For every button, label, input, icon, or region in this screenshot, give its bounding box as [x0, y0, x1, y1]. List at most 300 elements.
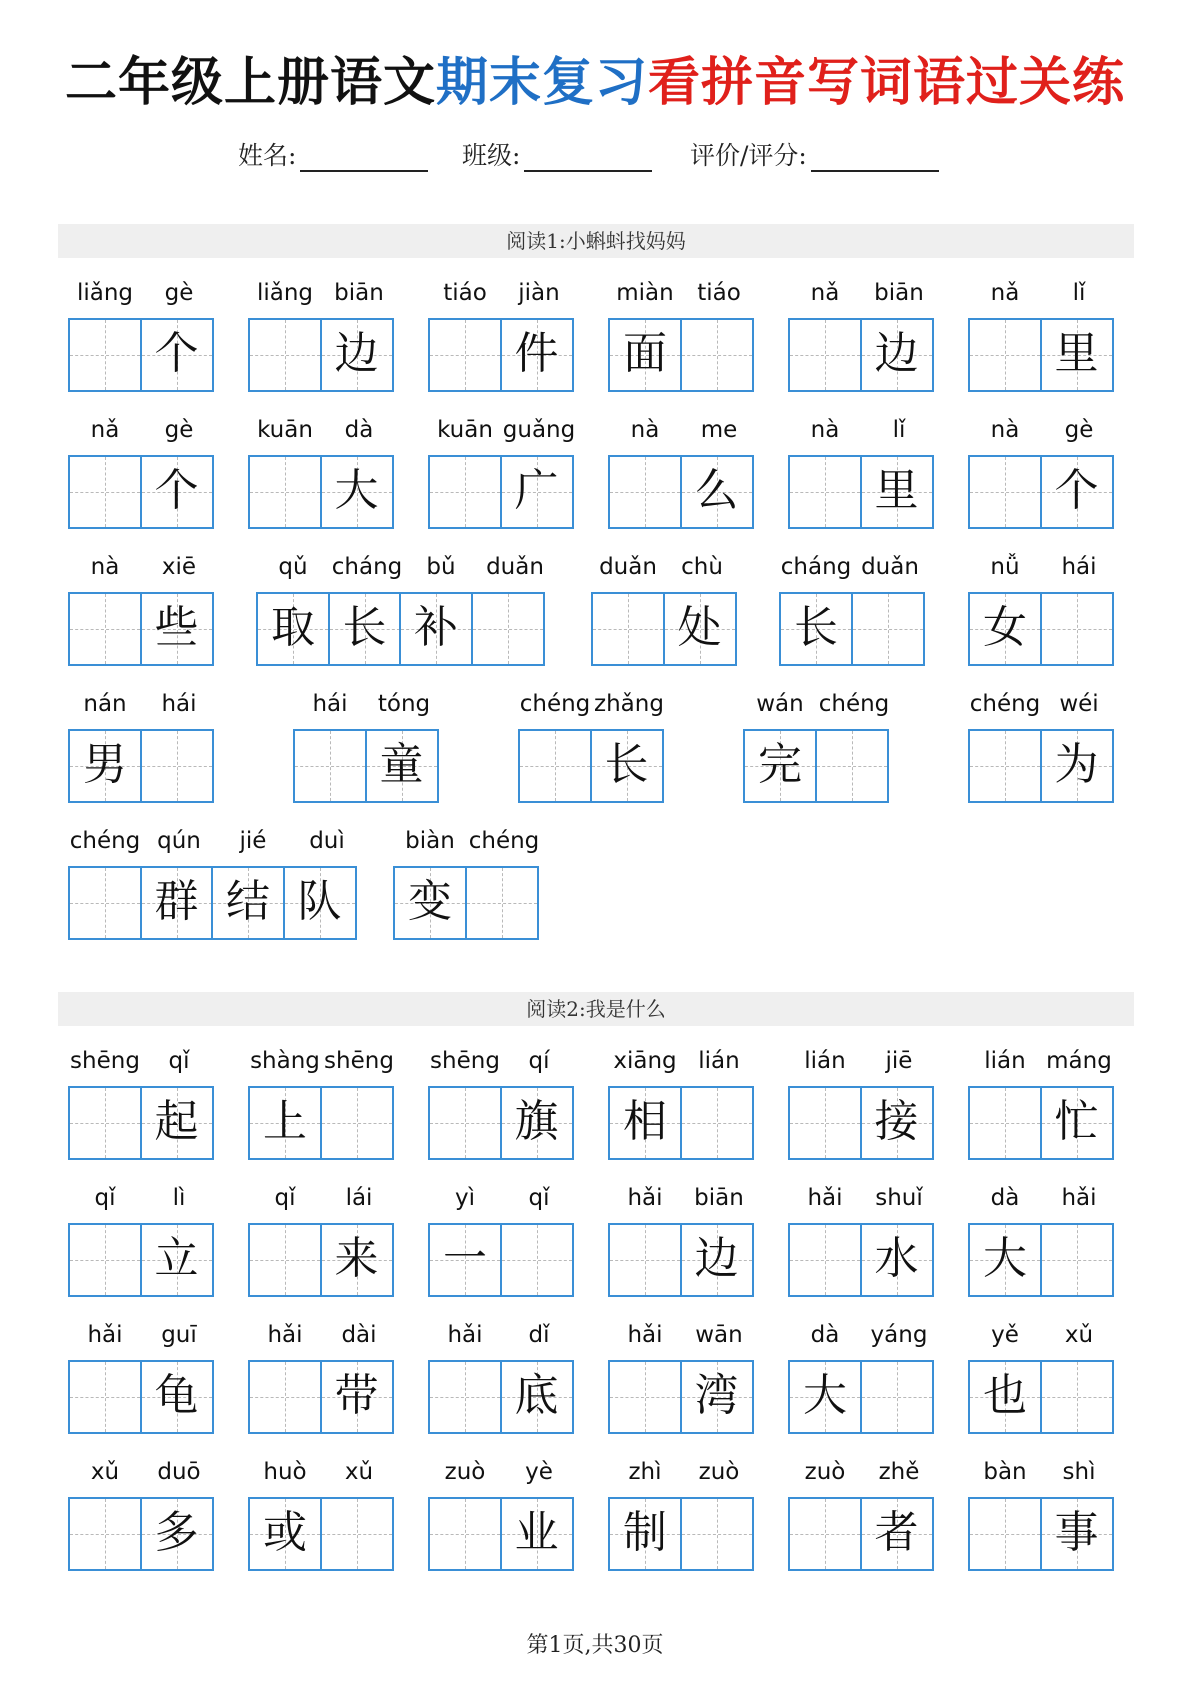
pinyin-label: yáng	[870, 1322, 928, 1348]
character-cell-filled	[140, 1086, 214, 1160]
pinyin-label: nǎ	[810, 280, 840, 306]
pinyin-label: chéng	[818, 691, 890, 717]
hanzi-character	[295, 731, 365, 801]
character-cell-blank[interactable]	[788, 1497, 862, 1571]
hanzi-character: 旗	[514, 1096, 559, 1147]
character-cell-filled	[68, 729, 142, 803]
hanzi-character: 女	[983, 602, 1027, 653]
character-cell-blank[interactable]	[680, 318, 754, 392]
name-field	[238, 136, 428, 172]
character-cell-filled	[860, 455, 934, 529]
character-cell-blank[interactable]	[788, 1086, 862, 1160]
pinyin-label: shēng	[324, 1048, 394, 1074]
hanzi-character: 边	[334, 328, 379, 379]
pinyin-label: xǔ	[344, 1459, 374, 1485]
character-cell-filled	[365, 729, 439, 803]
character-cell-blank[interactable]	[428, 1360, 502, 1434]
pinyin-label: chéng	[519, 691, 591, 717]
pinyin-label: zhì	[628, 1459, 662, 1485]
hanzi-character	[70, 1362, 140, 1432]
hanzi-character	[790, 457, 860, 527]
hanzi-character	[70, 1499, 140, 1569]
hanzi-character: 长	[794, 602, 838, 653]
pinyin-label: wéi	[1059, 691, 1099, 717]
character-cell-filled	[320, 1360, 394, 1434]
hanzi-character: 里	[1054, 328, 1099, 379]
hanzi-character: 一	[443, 1233, 487, 1284]
character-cell-blank[interactable]	[591, 592, 665, 666]
pinyin-label: kuān	[257, 417, 313, 443]
pinyin-label: shì	[1062, 1459, 1096, 1485]
pinyin-label: hǎi	[627, 1322, 663, 1348]
pinyin-label: duǎn	[861, 554, 919, 580]
hanzi-character: 个	[154, 465, 199, 516]
character-cell-filled	[248, 1497, 322, 1571]
pinyin-label: jié	[239, 828, 267, 854]
hanzi-character	[250, 457, 320, 527]
character-cell-filled	[860, 1497, 934, 1571]
hanzi-character: 多	[154, 1507, 199, 1558]
pinyin-label: xiāng	[613, 1048, 677, 1074]
pinyin-label: liǎng	[76, 280, 134, 306]
hanzi-character: 男	[83, 739, 127, 790]
hanzi-character	[322, 1499, 392, 1569]
pinyin-label: nà	[90, 554, 120, 580]
hanzi-character: 大	[334, 465, 379, 516]
pinyin-label: yě	[991, 1322, 1019, 1348]
character-cell-filled	[500, 455, 574, 529]
pinyin-label: chù	[681, 554, 723, 580]
pinyin-label: shēng	[430, 1048, 500, 1074]
hanzi-character	[430, 1088, 500, 1158]
pinyin-label: guī	[161, 1322, 197, 1348]
hanzi-character	[593, 594, 663, 664]
pinyin-label: lián	[698, 1048, 740, 1074]
pinyin-label: dài	[341, 1322, 377, 1348]
character-cell-blank[interactable]	[140, 729, 214, 803]
pinyin-label: chéng	[69, 828, 141, 854]
pinyin-label: shàng	[250, 1048, 320, 1074]
character-cell-blank[interactable]	[1040, 1223, 1114, 1297]
pinyin-label: duǎn	[486, 554, 544, 580]
score-label: 评价/评分:	[690, 141, 807, 170]
character-cell-blank[interactable]	[465, 866, 539, 940]
pinyin-label: qí	[528, 1048, 550, 1074]
hanzi-character	[520, 731, 590, 801]
hanzi-character	[250, 1362, 320, 1432]
character-cell-filled	[608, 1497, 682, 1571]
character-cell-blank[interactable]	[968, 1086, 1042, 1160]
hanzi-character	[430, 1499, 500, 1569]
character-cell-filled	[320, 455, 394, 529]
pinyin-label: zuò	[804, 1459, 846, 1485]
hanzi-character: 里	[874, 465, 919, 516]
pinyin-label: biān	[874, 280, 924, 306]
hanzi-character: 大	[803, 1370, 847, 1421]
character-cell-blank[interactable]	[851, 592, 925, 666]
hanzi-character	[1042, 1362, 1112, 1432]
title-part-review: 期末复习	[435, 53, 648, 113]
hanzi-character: 大	[983, 1233, 1027, 1284]
hanzi-character: 面	[623, 328, 667, 379]
pinyin-label: nà	[630, 417, 660, 443]
hanzi-character	[430, 1362, 500, 1432]
pinyin-label: gè	[1064, 417, 1094, 443]
pinyin-label: lì	[172, 1185, 186, 1211]
pinyin-label: shuǐ	[875, 1185, 923, 1211]
character-cell-filled	[328, 592, 402, 666]
character-cell-filled	[500, 1497, 574, 1571]
character-cell-blank[interactable]	[248, 318, 322, 392]
hanzi-character: 补	[414, 602, 458, 653]
pinyin-label: gè	[164, 280, 194, 306]
hanzi-character	[430, 457, 500, 527]
student-info-row	[0, 132, 1190, 172]
hanzi-character: 或	[263, 1507, 307, 1558]
character-cell-filled	[428, 1223, 502, 1297]
hanzi-character	[250, 1225, 320, 1295]
hanzi-character	[970, 1499, 1040, 1569]
hanzi-character: 湾	[694, 1370, 739, 1421]
hanzi-character	[70, 457, 140, 527]
pinyin-label: dà	[810, 1322, 840, 1348]
class-label: 班级:	[462, 141, 521, 170]
pinyin-label: hǎi	[807, 1185, 843, 1211]
character-cell-blank[interactable]	[248, 1360, 322, 1434]
hanzi-character	[70, 1225, 140, 1295]
character-cell-blank[interactable]	[788, 1223, 862, 1297]
character-cell-filled	[140, 318, 214, 392]
character-cell-filled	[680, 1360, 754, 1434]
character-cell-blank[interactable]	[68, 1223, 142, 1297]
pinyin-label: chéng	[468, 828, 540, 854]
pinyin-label: zhě	[878, 1459, 920, 1485]
hanzi-character: 相	[623, 1096, 667, 1147]
character-cell-blank[interactable]	[680, 1086, 754, 1160]
pinyin-label: nǎ	[90, 417, 120, 443]
hanzi-character: 接	[874, 1096, 919, 1147]
character-cell-blank[interactable]	[293, 729, 367, 803]
hanzi-character: 广	[514, 465, 559, 516]
character-cell-blank[interactable]	[68, 1360, 142, 1434]
pinyin-label: biān	[694, 1185, 744, 1211]
pinyin-label: jiē	[885, 1048, 913, 1074]
pinyin-label: nán	[83, 691, 127, 717]
character-cell-filled	[140, 866, 214, 940]
character-cell-blank[interactable]	[968, 1497, 1042, 1571]
hanzi-character	[142, 731, 212, 801]
character-cell-filled	[743, 729, 817, 803]
character-cell-blank[interactable]	[248, 1223, 322, 1297]
pinyin-label: qǐ	[528, 1185, 550, 1211]
character-cell-filled	[140, 455, 214, 529]
hanzi-character: 童	[379, 739, 424, 790]
score-field	[690, 136, 939, 172]
hanzi-character: 些	[154, 602, 199, 653]
character-cell-blank[interactable]	[608, 1223, 682, 1297]
character-cell-blank[interactable]	[68, 318, 142, 392]
hanzi-character: 制	[623, 1507, 667, 1558]
character-cell-blank[interactable]	[248, 455, 322, 529]
character-cell-filled	[320, 318, 394, 392]
pinyin-label: yè	[525, 1459, 553, 1485]
pinyin-label: gè	[164, 417, 194, 443]
hanzi-character	[430, 320, 500, 390]
hanzi-character: 为	[1054, 739, 1099, 790]
hanzi-character: 也	[983, 1370, 1027, 1421]
character-cell-blank[interactable]	[68, 455, 142, 529]
character-cell-blank[interactable]	[428, 455, 502, 529]
hanzi-character: 忙	[1054, 1096, 1099, 1147]
title-part-grade: 二年级上册语文	[64, 53, 436, 113]
hanzi-character: 么	[694, 465, 739, 516]
hanzi-character	[862, 1362, 932, 1432]
hanzi-character	[790, 1088, 860, 1158]
hanzi-character	[970, 457, 1040, 527]
hanzi-character: 立	[154, 1233, 199, 1284]
character-cell-blank[interactable]	[1040, 592, 1114, 666]
pinyin-label: tóng	[377, 691, 431, 717]
character-cell-blank[interactable]	[1040, 1360, 1114, 1434]
pinyin-label: hǎi	[627, 1185, 663, 1211]
character-cell-filled	[788, 1360, 862, 1434]
score-blank[interactable]	[811, 140, 939, 172]
character-cell-blank[interactable]	[968, 455, 1042, 529]
character-cell-blank[interactable]	[518, 729, 592, 803]
pinyin-label: zhǎng	[594, 691, 664, 717]
character-cell-filled	[140, 1223, 214, 1297]
character-cell-filled	[968, 592, 1042, 666]
pinyin-label: qǔ	[278, 554, 308, 580]
hanzi-character: 群	[154, 876, 199, 927]
character-cell-filled	[248, 1086, 322, 1160]
character-cell-blank[interactable]	[788, 455, 862, 529]
character-cell-blank[interactable]	[320, 1086, 394, 1160]
character-cell-filled	[500, 1360, 574, 1434]
pinyin-label: zuò	[444, 1459, 486, 1485]
character-cell-filled	[1040, 455, 1114, 529]
hanzi-character: 变	[408, 876, 452, 927]
pinyin-label: biān	[334, 280, 384, 306]
hanzi-character: 起	[154, 1096, 199, 1147]
page-number: 第1页,共30页	[526, 1633, 664, 1658]
hanzi-character	[790, 1225, 860, 1295]
hanzi-character: 个	[1054, 465, 1099, 516]
hanzi-character	[1042, 594, 1112, 664]
hanzi-character	[817, 731, 887, 801]
pinyin-label: lián	[804, 1048, 846, 1074]
hanzi-character	[473, 594, 543, 664]
hanzi-character: 长	[604, 739, 649, 790]
character-cell-blank[interactable]	[68, 592, 142, 666]
character-cell-filled	[590, 729, 664, 803]
hanzi-character	[322, 1088, 392, 1158]
character-cell-filled	[140, 1497, 214, 1571]
character-cell-filled	[608, 1086, 682, 1160]
character-cell-filled	[1040, 1497, 1114, 1571]
pinyin-label: wán	[756, 691, 804, 717]
character-cell-filled	[393, 866, 467, 940]
pinyin-label: hǎi	[447, 1322, 483, 1348]
hanzi-character: 业	[514, 1507, 559, 1558]
character-cell-blank[interactable]	[68, 1086, 142, 1160]
character-cell-filled	[140, 592, 214, 666]
hanzi-character	[467, 868, 537, 938]
pinyin-label: yì	[454, 1185, 475, 1211]
pinyin-label: cháng	[331, 554, 403, 580]
hanzi-character: 取	[271, 602, 315, 653]
character-cell-filled	[860, 318, 934, 392]
pinyin-label: tiáo	[697, 280, 741, 306]
hanzi-character: 长	[342, 602, 387, 653]
character-cell-blank[interactable]	[471, 592, 545, 666]
pinyin-label: qún	[157, 828, 201, 854]
pinyin-label: biàn	[405, 828, 455, 854]
character-cell-blank[interactable]	[428, 1497, 502, 1571]
pinyin-label: me	[700, 417, 738, 443]
character-cell-filled	[680, 455, 754, 529]
pinyin-label: nǎ	[990, 280, 1020, 306]
pinyin-label: zuò	[698, 1459, 740, 1485]
hanzi-character: 底	[514, 1370, 559, 1421]
character-cell-filled	[680, 1223, 754, 1297]
pinyin-label: kuān	[437, 417, 493, 443]
character-cell-blank[interactable]	[815, 729, 889, 803]
hanzi-character: 事	[1054, 1507, 1099, 1558]
character-cell-blank[interactable]	[428, 1086, 502, 1160]
character-cell-blank[interactable]	[320, 1497, 394, 1571]
hanzi-character: 上	[263, 1096, 307, 1147]
pinyin-label: wān	[695, 1322, 743, 1348]
pinyin-label: dǐ	[528, 1322, 550, 1348]
character-cell-blank[interactable]	[968, 729, 1042, 803]
hanzi-character: 边	[694, 1233, 739, 1284]
character-cell-filled	[1040, 318, 1114, 392]
pinyin-label: liǎng	[256, 280, 314, 306]
class-field	[462, 136, 652, 172]
hanzi-character	[610, 457, 680, 527]
section-header-2: 阅读2:我是什么	[58, 992, 1134, 1026]
character-cell-blank[interactable]	[608, 1360, 682, 1434]
pinyin-label: nà	[810, 417, 840, 443]
pinyin-label: nà	[990, 417, 1020, 443]
character-cell-filled	[968, 1223, 1042, 1297]
name-blank[interactable]	[300, 140, 428, 172]
hanzi-character: 边	[874, 328, 919, 379]
pinyin-label: cháng	[780, 554, 852, 580]
character-cell-filled	[1040, 1086, 1114, 1160]
class-blank[interactable]	[524, 140, 652, 172]
pinyin-label: miàn	[616, 280, 674, 306]
hanzi-character	[610, 1225, 680, 1295]
pinyin-label: duì	[309, 828, 345, 854]
title-part-task: 看拼音写词语过关练	[648, 53, 1126, 113]
hanzi-character	[970, 731, 1040, 801]
pinyin-label: hái	[161, 691, 197, 717]
pinyin-label: bǔ	[426, 554, 456, 580]
hanzi-character	[790, 320, 860, 390]
character-cell-blank[interactable]	[968, 318, 1042, 392]
character-cell-filled	[1040, 729, 1114, 803]
hanzi-character	[853, 594, 923, 664]
hanzi-character: 水	[874, 1233, 919, 1284]
pinyin-label: lái	[345, 1185, 373, 1211]
pinyin-label: chéng	[969, 691, 1041, 717]
character-cell-filled	[320, 1223, 394, 1297]
character-cell-blank[interactable]	[608, 455, 682, 529]
character-cell-filled	[860, 1223, 934, 1297]
hanzi-character: 完	[758, 739, 802, 790]
pinyin-label: shēng	[70, 1048, 140, 1074]
character-cell-filled	[663, 592, 737, 666]
hanzi-character	[70, 868, 140, 938]
hanzi-character: 队	[297, 876, 342, 927]
pinyin-label: tiáo	[443, 280, 487, 306]
hanzi-character: 带	[334, 1370, 379, 1421]
pinyin-label: dà	[990, 1185, 1020, 1211]
character-cell-filled	[500, 1086, 574, 1160]
hanzi-character	[1042, 1225, 1112, 1295]
hanzi-character: 处	[677, 602, 722, 653]
character-cell-filled	[211, 866, 285, 940]
pinyin-label: guǎng	[502, 417, 576, 443]
pinyin-label: xǔ	[1064, 1322, 1094, 1348]
character-cell-filled	[500, 318, 574, 392]
character-cell-blank[interactable]	[68, 1497, 142, 1571]
hanzi-character: 结	[226, 876, 270, 927]
hanzi-character	[502, 1225, 572, 1295]
name-label: 姓名:	[238, 141, 297, 170]
hanzi-character	[970, 320, 1040, 390]
character-cell-filled	[779, 592, 853, 666]
character-cell-blank[interactable]	[788, 318, 862, 392]
character-cell-blank[interactable]	[428, 318, 502, 392]
hanzi-character	[70, 1088, 140, 1158]
hanzi-character	[790, 1499, 860, 1569]
character-cell-blank[interactable]	[68, 866, 142, 940]
pinyin-label: máng	[1046, 1048, 1112, 1074]
hanzi-character	[610, 1362, 680, 1432]
pinyin-label: hǎi	[87, 1322, 123, 1348]
pinyin-label: duō	[157, 1459, 201, 1485]
character-cell-filled	[608, 318, 682, 392]
character-cell-blank[interactable]	[860, 1360, 934, 1434]
hanzi-character	[970, 1088, 1040, 1158]
character-cell-filled	[968, 1360, 1042, 1434]
hanzi-character: 个	[154, 328, 199, 379]
character-cell-filled	[399, 592, 473, 666]
character-cell-filled	[860, 1086, 934, 1160]
pinyin-label: bàn	[983, 1459, 1027, 1485]
section-header-1: 阅读1:小蝌蚪找妈妈	[58, 224, 1134, 258]
hanzi-character: 龟	[154, 1370, 199, 1421]
worksheet-title	[0, 48, 1190, 118]
pinyin-label: dà	[344, 417, 374, 443]
character-cell-blank[interactable]	[680, 1497, 754, 1571]
pinyin-label: hǎi	[1061, 1185, 1097, 1211]
hanzi-character	[682, 1088, 752, 1158]
pinyin-label: duǎn	[599, 554, 657, 580]
character-cell-filled	[283, 866, 357, 940]
character-cell-blank[interactable]	[500, 1223, 574, 1297]
pinyin-label: qǐ	[168, 1048, 190, 1074]
pinyin-label: qǐ	[274, 1185, 296, 1211]
pinyin-label: qǐ	[94, 1185, 116, 1211]
pinyin-label: huò	[263, 1459, 307, 1485]
hanzi-character: 者	[874, 1507, 919, 1558]
pinyin-label: nǚ	[990, 554, 1020, 580]
pinyin-label: lǐ	[1072, 280, 1086, 306]
